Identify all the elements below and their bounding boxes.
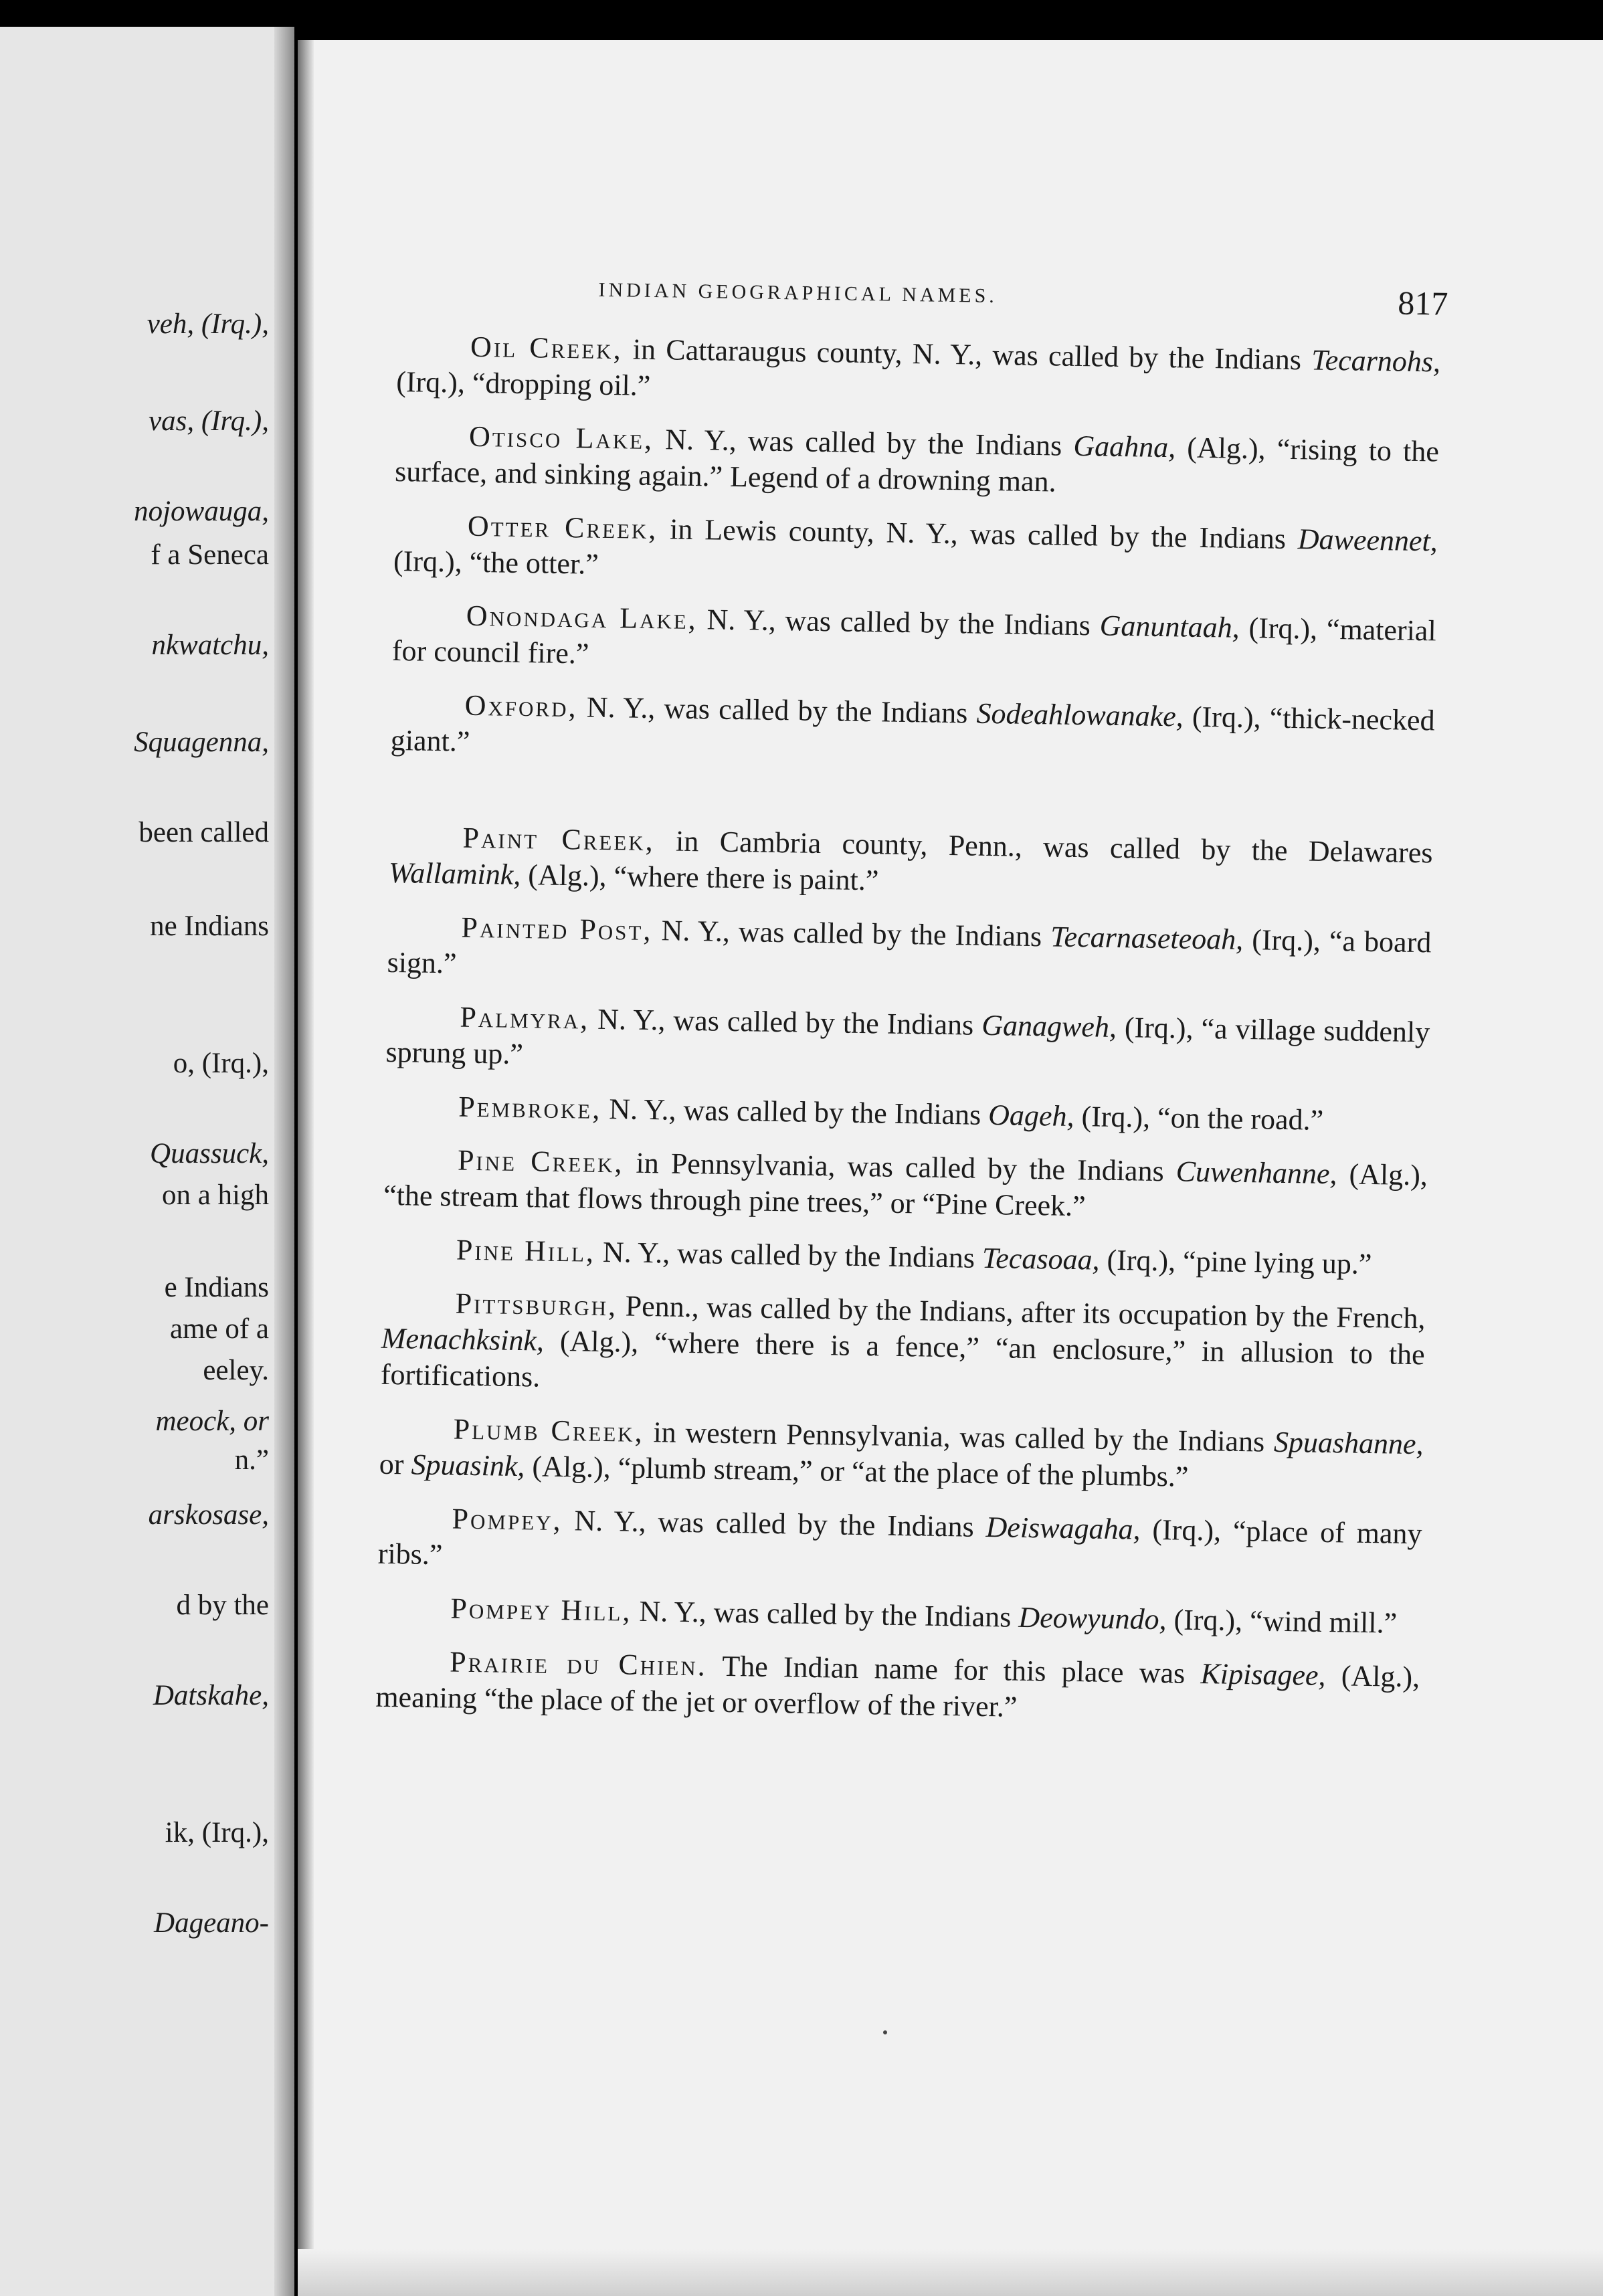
indian-name: Menachksink, [381, 1321, 545, 1357]
entry-head: Otisco Lake, [468, 419, 654, 456]
entry: Oxford, N. Y., was called by the Indians Sodeahlowanake, (Irq.), “thick-necked giant.” [390, 688, 1435, 758]
left-fragment: nkwatchu, [151, 630, 269, 661]
left-fragment: ame of a [169, 1313, 269, 1345]
left-fragment: on a high [161, 1179, 269, 1211]
ink-speck [883, 2030, 887, 2034]
left-fragment: arskosase, [148, 1499, 269, 1531]
indian-name: Deiswagaha, [985, 1511, 1141, 1546]
entry-head: Otter Creek, [467, 509, 658, 546]
indian-name: Tecarnohs, [1311, 343, 1441, 379]
entry-head: Pompey Hill, [450, 1592, 632, 1628]
left-fragment: n.” [234, 1444, 269, 1476]
entry: Palmyra, N. Y., was called by the Indians Ganagweh, (Irq.), “a village suddenly sprung up.” [385, 1000, 1430, 1071]
page-edge-shadow [298, 40, 314, 2296]
left-fragment: veh, (Irq.), [147, 308, 269, 340]
indian-name: Spuashanne, [1273, 1425, 1424, 1461]
left-page [0, 27, 294, 2296]
entry-head: Oxford, [464, 688, 578, 724]
indian-name: Deowyundo, [1018, 1600, 1167, 1636]
indian-name: Kipisagee, [1200, 1657, 1326, 1693]
entry: Oil Creek, in Cattaraugus county, N. Y., was called by the Indians Tecarnohs, (Irq.), “dropping oil.” [395, 330, 1441, 402]
left-fragment: Datskahe, [153, 1680, 269, 1711]
indian-name: Daweennet, [1297, 522, 1438, 558]
indian-name: Sodeahlowanake, [976, 696, 1184, 733]
left-fragment: nojowauga, [134, 496, 269, 527]
entry-head: Painted Post, [461, 911, 653, 947]
entry-head: Prairie du Chien. [449, 1645, 708, 1683]
indian-name: Tecasoaa, [981, 1241, 1100, 1276]
left-fragment: Squagenna, [134, 727, 269, 758]
entry-head: Onondaga Lake, [466, 599, 698, 636]
indian-name: Gaahna, [1073, 429, 1176, 464]
entry: Painted Post, N. Y., was called by the Indians Tecarnaseteoah, (Irq.), “a board sign.” [387, 911, 1432, 980]
entry: Pompey, N. Y., was called by the Indians Deiswagaha, (Irq.), “place of many ribs.” [377, 1502, 1422, 1571]
entry-head: Pittsburgh, [455, 1286, 618, 1323]
running-head: INDIAN GEOGRAPHICAL NAMES. [598, 278, 998, 308]
indian-name: Cuwenhanne, [1175, 1155, 1337, 1191]
left-fragment: ne Indians [150, 911, 269, 942]
page-text-block [375, 268, 1448, 1749]
entry-head: Paint Creek, [462, 821, 656, 858]
entry-head: Pembroke, [458, 1090, 602, 1125]
entry: Plumb Creek, in western Pennsylvania, was called by the Indians Spuashanne, or Spuasink, (Alg.), “plumb stream,” or “at the place of the plumbs.” [379, 1412, 1424, 1493]
left-fragment: been called [138, 817, 269, 848]
left-fragment: eeley. [203, 1355, 269, 1386]
left-fragment: e Indians [164, 1272, 269, 1303]
entry-head: Palmyra, [460, 1000, 590, 1036]
entry-head: Pompey, [452, 1502, 563, 1537]
left-fragment: ik, (Irq.), [165, 1817, 269, 1848]
entry-head: Plumb Creek, [453, 1412, 645, 1448]
left-fragment: Quassuck, [150, 1138, 269, 1169]
left-page-gutter [274, 27, 294, 2296]
entry-head: Pine Hill, [456, 1233, 596, 1268]
indian-name: Ganagweh, [981, 1008, 1117, 1044]
entry: Pine Hill, N. Y., was called by the Indians Tecasoaa, (Irq.), “pine lying up.” [456, 1233, 1372, 1281]
entry: Pine Creek, in Pennsylvania, was called by the Indians Cuwenhanne, (Alg.), “the stream that flows through pine trees,” or “Pine Creek.” [383, 1143, 1428, 1223]
right-page [298, 40, 1603, 2296]
entry-head: Pine Creek, [457, 1143, 624, 1179]
entry: Pompey Hill, N. Y., was called by the Indians Deowyundo, (Irq.), “wind mill.” [450, 1592, 1398, 1640]
indian-name: Spuasink, [411, 1448, 525, 1483]
entry: Paint Creek, in Cambria county, Penn., was called by the Delawares Wallamink, (Alg.), “where there is paint.” [388, 821, 1433, 897]
entry: Otter Creek, in Lewis county, N. Y., was called by the Indians Daweennet, (Irq.), “the otter.” [393, 509, 1438, 581]
entry: Pittsburgh, Penn., was called by the Indians, after its occupation by the French, Menachksink, (Alg.), “where there is a fence,” “an enclosure,” in allusion to the fortifications. [380, 1286, 1426, 1394]
indian-name: Oageh, [987, 1098, 1074, 1133]
entry: Pembroke, N. Y., was called by the Indians Oageh, (Irq.), “on the road.” [458, 1090, 1324, 1137]
entry: Prairie du Chien. The Indian name for this place was Kipisagee, (Alg.), meaning “the place of the jet or overflow of the river.” [375, 1645, 1420, 1723]
page-bottom-shadow [298, 2249, 1603, 2296]
entry: Onondaga Lake, N. Y., was called by the Indians Ganuntaah, (Irq.), “material for council fire.” [391, 599, 1437, 670]
entry-head: Oil Creek, [470, 330, 624, 366]
left-fragment: o, (Irq.), [173, 1048, 269, 1079]
left-fragment: meock, or [155, 1406, 269, 1437]
indian-name: Wallamink, [388, 856, 521, 891]
left-fragment: d by the [176, 1590, 269, 1621]
page-number: 817 [1397, 284, 1448, 322]
left-fragment: f a Seneca [151, 539, 269, 571]
indian-name: Tecarnaseteoah, [1050, 920, 1244, 956]
entry: Otisco Lake, N. Y., was called by the Indians Gaahna, (Alg.), “rising to the surface, and sinking again.” Legend of a drowning man. [394, 419, 1440, 498]
indian-name: Ganuntaah, [1099, 609, 1240, 644]
left-fragment: Dageano- [154, 1907, 269, 1939]
left-fragment: vas, (Irq.), [149, 405, 269, 437]
